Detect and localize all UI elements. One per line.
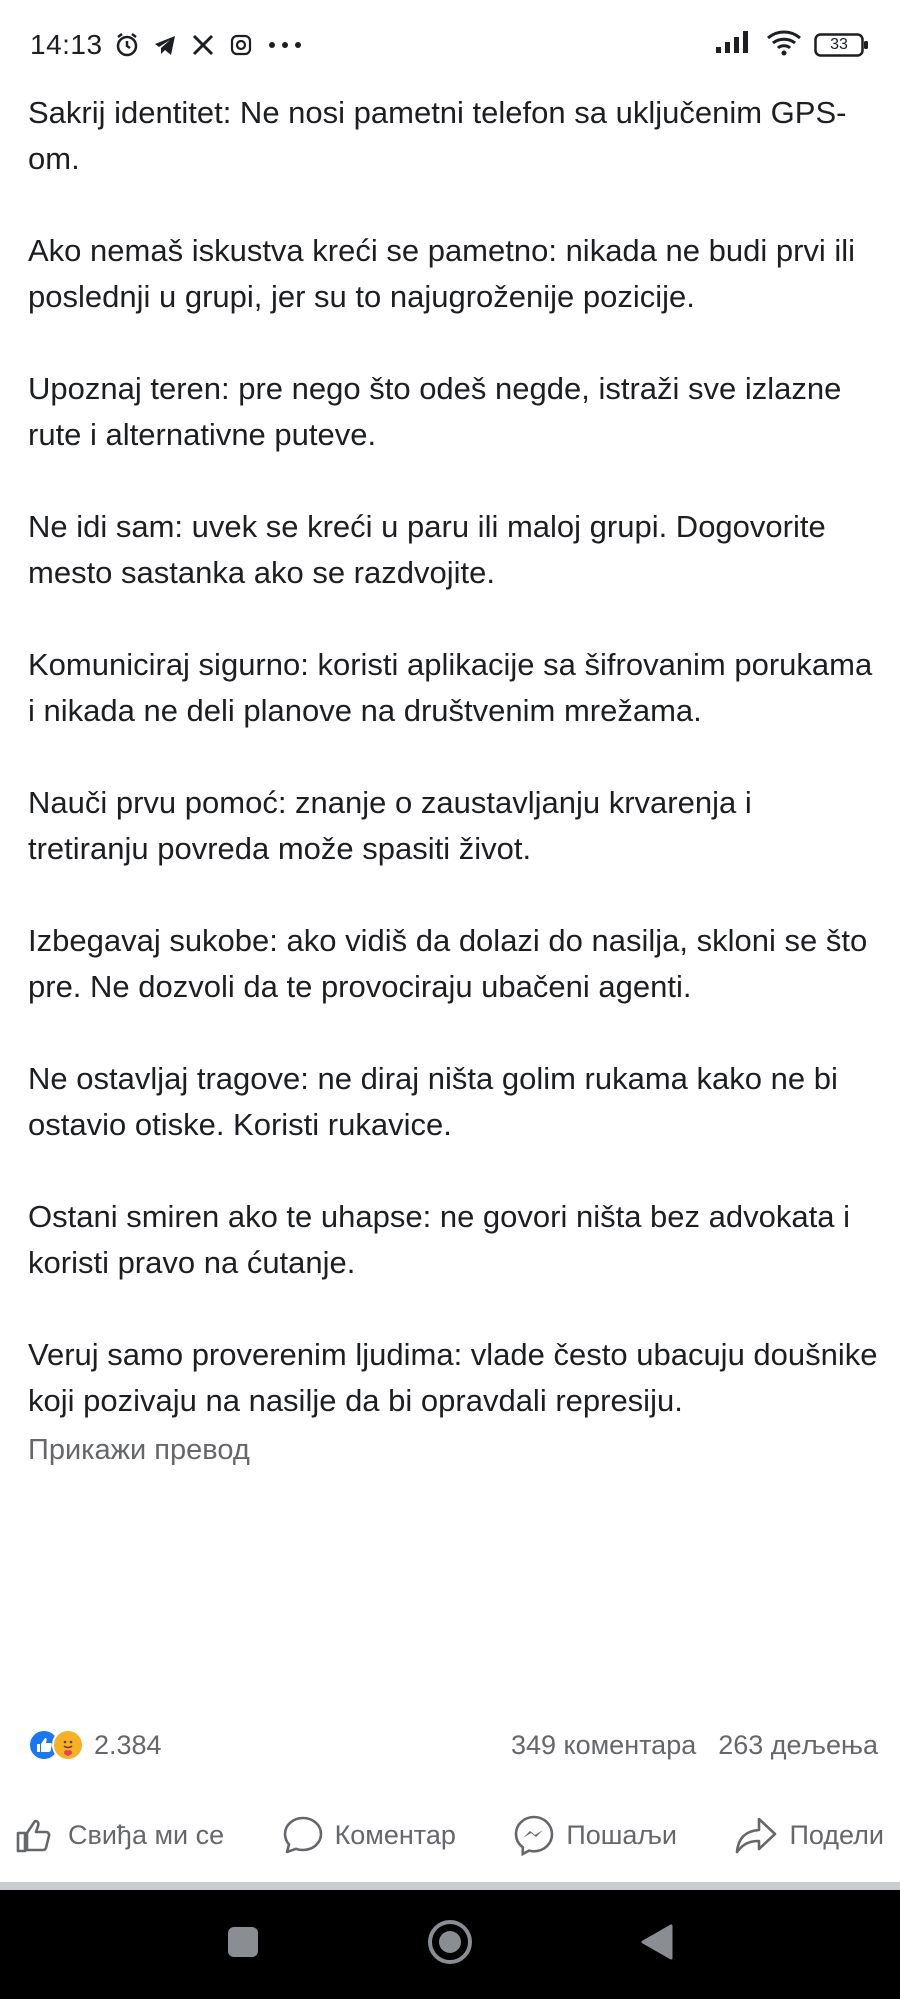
like-label: Свиђа ми се [68,1819,225,1850]
alarm-icon [113,31,141,59]
post-paragraph: Ako nemaš iskustva kreći se pametno: nikada ne budi prvi ili poslednji u grupi, jer su to najugroženije pozicije. [28,233,856,314]
comment-button[interactable] [281,1813,456,1857]
square-icon [226,1925,260,1964]
thumbs-up-icon [14,1813,58,1857]
status-bar [0,0,900,90]
system-nav-bar [0,1890,900,1999]
post-action-bar [0,1800,900,1870]
status-right [714,28,870,63]
reaction-count: 2.384 [94,1729,162,1760]
see-translation-link[interactable]: Прикажи превод [28,1434,250,1466]
telegram-icon [151,31,179,59]
wifi-icon [766,28,802,63]
x-icon [189,31,217,59]
post-paragraph: Veruj samo proverenim ljudima: vlade često ubacuju doušnike koji pozivaju na nasilje da bi opravdali represiju. [28,1337,878,1418]
messenger-icon [512,1813,556,1857]
post-paragraph: Nauči prvu pomoć: znanje o zaustavljanju krvarenja i tretiranju povreda može spasiti život. [28,785,752,866]
post-divider [0,1882,900,1890]
comment-label: Коментар [334,1819,456,1850]
home-button[interactable] [410,1905,490,1985]
status-left [30,29,305,61]
share-label: Подели [789,1819,884,1850]
shares-count[interactable]: 263 дељења [718,1729,878,1760]
home-circle-icon [426,1918,474,1971]
post-paragraph: Sakrij identitet: Ne nosi pametni telefon sa uključenim GPS-om. [28,95,847,176]
post-stats [28,1720,878,1770]
stats-right [511,1730,878,1761]
battery-icon [814,31,870,59]
post-body [28,90,878,1472]
post-paragraph: Ne idi sam: uvek se kreći u paru ili maloj grupi. Dogovorite mesto sastanka ako se razdvojite. [28,509,826,590]
post-paragraph: Upoznaj teren: pre nego što odeš negde, istraži sve izlazne rute i alternativne puteve. [28,371,842,452]
comment-bubble-icon [281,1813,325,1857]
send-label: Пошаљи [566,1819,677,1850]
back-button[interactable] [617,1905,697,1985]
post-paragraph: Komuniciraj sigurno: koristi aplikacije sa šifrovanim porukama i nikada ne deli planove na društvenim mrežama. [28,647,873,728]
back-triangle-icon [639,1923,675,1966]
like-button[interactable] [14,1813,224,1857]
send-button[interactable] [512,1813,677,1857]
comments-count[interactable]: 349 коментара [510,1729,697,1760]
post-paragraph: Ne ostavljaj tragove: ne diraj ništa golim rukama kako ne bi ostavio otiske. Koristi rukavice. [28,1061,838,1142]
recents-button[interactable] [203,1905,283,1985]
share-button[interactable] [733,1813,884,1857]
instagram-icon [227,31,255,59]
status-time: 14:13 [30,29,103,60]
post-paragraph: Izbegavaj sukobe: ako vidiš da dolazi do nasilja, skloni se što pre. Ne dozvoli da te provociraju ubačeni agenti. [28,923,868,1004]
share-arrow-icon [733,1813,779,1857]
more-dots-icon [265,31,305,59]
battery-level: 33 [830,36,848,53]
post-paragraph: Ostani smiren ako te uhapse: ne govori ništa bez advokata i koristi pravo na ćutanje. [28,1199,850,1280]
reactions-summary[interactable] [28,1729,162,1761]
signal-icon [714,29,754,62]
care-icon [52,1729,84,1761]
